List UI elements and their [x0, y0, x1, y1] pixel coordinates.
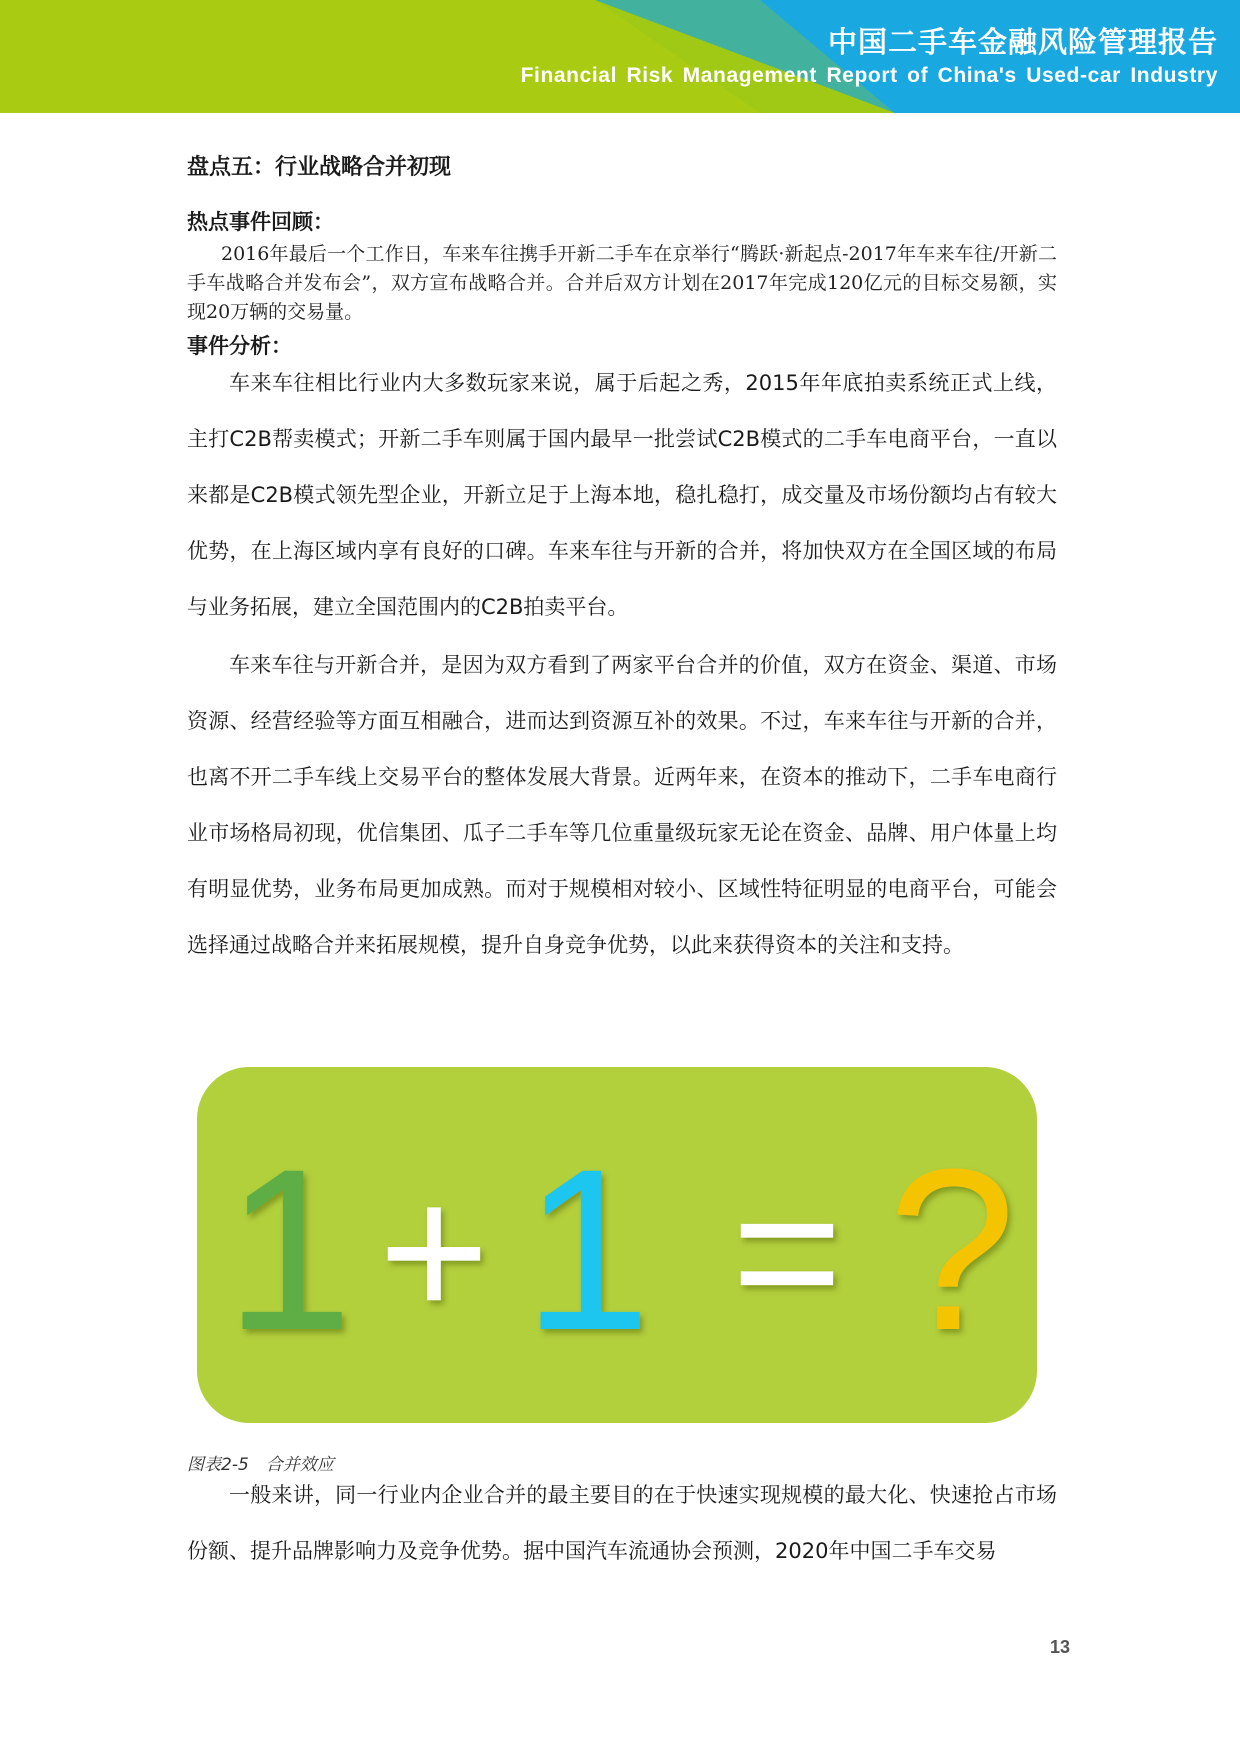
equation-right-one: 1 — [523, 1121, 651, 1378]
figure-caption: 图表2-5 合并效应 — [187, 1455, 334, 1475]
section-title: 盘点五：行业战略合并初现 — [187, 155, 452, 180]
merger-effect-figure — [197, 1067, 1037, 1423]
analysis-paragraph-1: 车来车往相比行业内大多数玩家来说，属于后起之秀，2015年年底拍卖系统正式上线，主打C2B帮卖模式；开新二手车则属于国内最早一批尝试C2B模式的二手车电商平台，一直以来都是C2B模式领先型企业，开新立足于上海本地，稳扎稳打，成交量及市场份额均占有较大优势，在上海区域内享有良好的口碑。车来车往与开新的合并，将加快双方在全国区域的布局与业务拓展，建立全国范围内的C2B拍卖平台。 — [187, 371, 1057, 619]
report-subtitle: Financial Risk Management Report of China's Used-car Industry — [520, 64, 1218, 87]
report-header — [0, 0, 1240, 113]
analysis-paragraph-2: 车来车往与开新合并，是因为双方看到了两家平台合并的价值，双方在资金、渠道、市场资源、经营经验等方面互相融合，进而达到资源互补的效果。不过，车来车往与开新的合并，也离不开二手车线上交易平台的整体发展大背景。近两年来，在资本的推动下，二手车电商行业市场格局初现，优信集团、瓜子二手车等几位重量级玩家无论在资金、品牌、用户体量上均有明显优势，业务布局更加成熟。而对于规模相对较小、区域性特征明显的电商平台，可能会选择通过战略合并来拓展规模，提升自身竞争优势，以此来获得资本的关注和支持。 — [187, 653, 1057, 957]
report-title: 中国二手车金融风险管理报告 — [827, 25, 1218, 59]
review-heading: 热点事件回顾： — [187, 210, 334, 234]
analysis-heading: 事件分析： — [187, 334, 292, 358]
review-text: 2016年最后一个工作日，车来车往携手开新二手车在京举行“腾跃·新起点-2017年车来车往/开新二手车战略合并发布会”，双方宣布战略合并。合并后双方计划在2017年完成120亿元的目标交易额，实现20万辆的交易量。 — [187, 243, 1057, 323]
equation-left-one: 1 — [225, 1121, 353, 1378]
equation-plus-sign: + — [378, 1146, 490, 1358]
closing-paragraph: 一般来讲，同一行业内企业合并的最主要目的在于快速实现规模的最大化、快速抢占市场份额、提升品牌影响力及竞争优势。据中国汽车流通协会预测，2020年中国二手车交易 — [187, 1483, 1057, 1563]
equation-equals-sign: = — [731, 1146, 843, 1358]
equation-question-mark: ? — [888, 1121, 1016, 1378]
page-number: 13 — [1050, 1637, 1071, 1657]
